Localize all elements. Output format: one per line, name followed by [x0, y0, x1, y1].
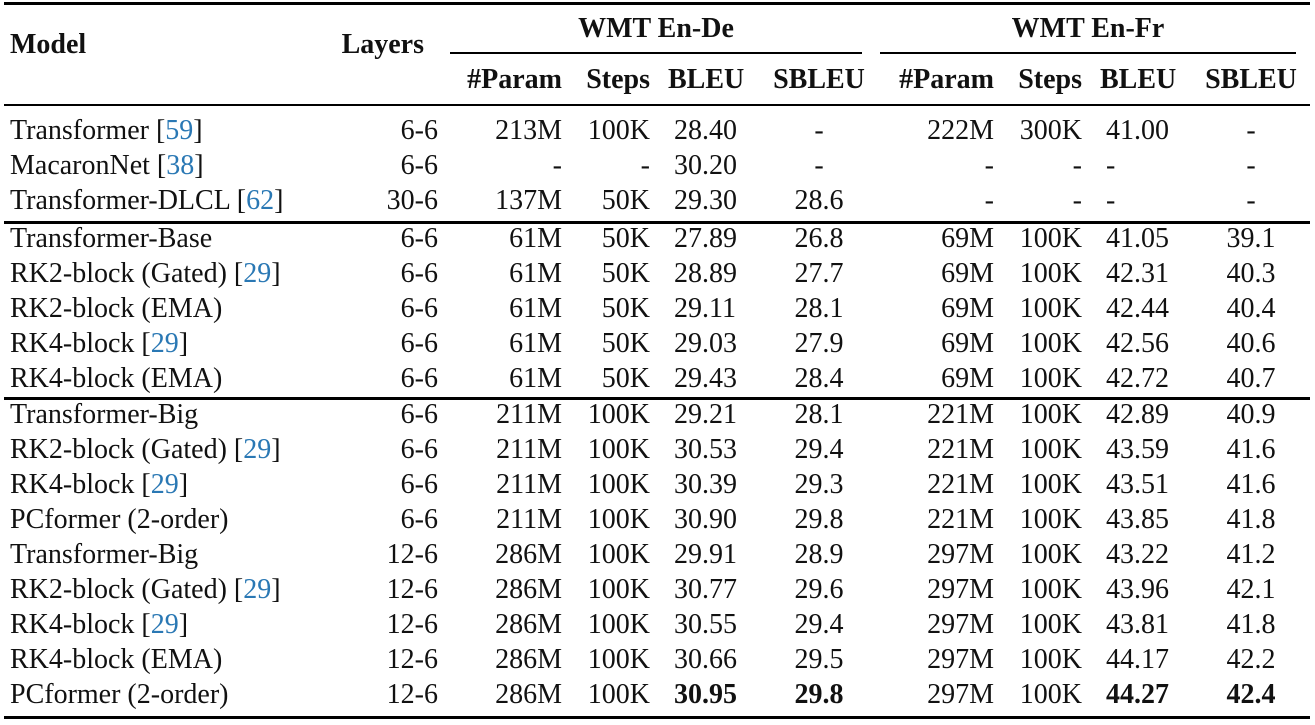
top-rule: [4, 2, 1310, 5]
model-name: RK2-block (Gated) [: [10, 258, 244, 289]
cell-de-param: 211M: [496, 399, 562, 430]
cell-layers: 6-6: [400, 363, 438, 394]
cell-fr-param: 69M: [941, 293, 994, 324]
cell-de-steps: 50K: [601, 223, 650, 254]
cell-layers: 6-6: [400, 115, 438, 146]
cell-fr-bleu: 44.17: [1106, 644, 1169, 675]
cell-fr-param: 297M: [927, 539, 994, 570]
cell-fr-sbleu: 40.7: [1226, 363, 1276, 394]
cell-fr-param: 69M: [941, 258, 994, 289]
cell-de-bleu: 30.90: [674, 504, 737, 535]
model-name-cell: [10, 149, 204, 183]
cell-fr-steps: 100K: [1019, 363, 1082, 394]
cell-fr-steps: -: [1072, 185, 1082, 216]
cell-fr-steps: 100K: [1019, 539, 1082, 570]
cell-de-steps: 100K: [587, 679, 650, 710]
citation-bracket: ]: [178, 328, 189, 359]
cell-fr-bleu: 43.59: [1106, 434, 1169, 465]
cell-de-sbleu: 29.4: [794, 609, 844, 640]
cell-de-param: 61M: [509, 258, 562, 289]
bottom-rule: [4, 716, 1310, 719]
cell-fr-param: 297M: [927, 574, 994, 605]
cell-fr-steps: 100K: [1019, 679, 1082, 710]
cell-fr-param: 297M: [927, 679, 994, 710]
model-name: Transformer-Big: [10, 399, 199, 430]
cell-fr-steps: 100K: [1019, 328, 1082, 359]
cell-de-param: 286M: [495, 539, 562, 570]
cell-fr-bleu: 42.89: [1106, 399, 1169, 430]
cell-fr-param: -: [984, 150, 994, 181]
cell-fr-bleu: 42.72: [1106, 363, 1169, 394]
cell-de-sbleu: 28.6: [794, 185, 844, 216]
citation-link[interactable]: 29: [243, 434, 272, 465]
cell-fr-sbleu: 41.6: [1226, 434, 1276, 465]
cell-fr-param: 69M: [941, 328, 994, 359]
model-name-cell: [10, 573, 281, 607]
citation-bracket: ]: [271, 258, 281, 289]
model-name: RK4-block [: [10, 328, 151, 359]
citation-bracket: ]: [271, 574, 281, 605]
model-name-cell: [10, 398, 198, 432]
cell-de-sbleu: 29.3: [794, 469, 844, 500]
cell-fr-steps: 100K: [1019, 434, 1082, 465]
group-header-wmt-en-fr: WMT En-Fr: [1011, 13, 1165, 44]
citation-bracket: ]: [193, 115, 203, 146]
cell-de-bleu: 30.66: [674, 644, 737, 675]
cell-fr-steps: 100K: [1019, 399, 1082, 430]
cell-de-bleu: 28.40: [674, 115, 737, 146]
group-rule-en-de: [450, 52, 862, 54]
cell-fr-bleu: 41.00: [1106, 115, 1169, 146]
cell-layers: 6-6: [400, 293, 438, 324]
cell-fr-bleu: 43.81: [1106, 609, 1169, 640]
header-fr-sbleu: SBLEU: [1205, 64, 1297, 95]
model-name: RK2-block (Gated) [: [10, 574, 244, 605]
model-name-cell: [10, 433, 281, 467]
header-layers: Layers: [341, 29, 424, 60]
cell-de-sbleu: 27.7: [794, 258, 844, 289]
model-name-cell: [10, 468, 188, 502]
cell-de-steps: 100K: [587, 609, 650, 640]
citation-link[interactable]: 29: [150, 609, 179, 640]
cell-fr-bleu: 44.27: [1106, 679, 1169, 710]
cell-fr-bleu: 41.05: [1106, 223, 1169, 254]
cell-de-steps: 50K: [601, 293, 650, 324]
cell-fr-sbleu: 41.6: [1226, 469, 1276, 500]
model-name: PCformer (2-order): [10, 679, 229, 710]
cell-de-steps: 100K: [587, 115, 650, 146]
model-name-cell: [10, 362, 222, 396]
cell-fr-sbleu: 41.2: [1226, 539, 1276, 570]
cell-fr-param: 221M: [927, 469, 994, 500]
cell-de-sbleu: 28.1: [794, 399, 844, 430]
model-name: RK4-block [: [10, 469, 151, 500]
model-name: RK4-block (EMA): [10, 363, 223, 394]
cell-fr-sbleu: 42.4: [1226, 679, 1276, 710]
citation-bracket: ]: [194, 150, 204, 181]
citation-bracket: ]: [274, 185, 284, 216]
cell-de-param: 61M: [509, 223, 562, 254]
cell-de-param: 61M: [509, 363, 562, 394]
cell-de-sbleu: 29.5: [794, 644, 844, 675]
cell-de-bleu: 30.55: [674, 609, 737, 640]
cell-fr-steps: 100K: [1019, 644, 1082, 675]
cell-fr-steps: 300K: [1019, 115, 1082, 146]
citation-link[interactable]: 59: [165, 115, 194, 146]
cell-de-param: 213M: [495, 115, 562, 146]
cell-fr-param: 297M: [927, 644, 994, 675]
cell-de-param: 61M: [509, 293, 562, 324]
cell-fr-bleu: 43.96: [1106, 574, 1169, 605]
citation-link[interactable]: 29: [243, 574, 272, 605]
cell-de-steps: 50K: [601, 258, 650, 289]
model-name: MacaronNet [: [10, 150, 167, 181]
cell-fr-sbleu: 40.9: [1226, 399, 1276, 430]
model-name: Transformer-Big: [10, 539, 199, 570]
cell-fr-sbleu: 40.3: [1226, 258, 1276, 289]
model-name-cell: [10, 257, 281, 291]
cell-layers: 6-6: [400, 258, 438, 289]
cell-layers: 6-6: [400, 223, 438, 254]
cell-fr-steps: 100K: [1019, 258, 1082, 289]
cell-de-param: 211M: [496, 469, 562, 500]
cell-fr-param: -: [984, 185, 994, 216]
cell-de-steps: 50K: [601, 328, 650, 359]
cell-fr-steps: 100K: [1019, 574, 1082, 605]
cell-de-bleu: 30.95: [674, 679, 737, 710]
cell-de-param: 286M: [495, 644, 562, 675]
cell-fr-sbleu: 39.1: [1226, 223, 1276, 254]
cell-de-sbleu: 27.9: [794, 328, 844, 359]
cell-layers: 6-6: [400, 399, 438, 430]
cell-layers: 6-6: [400, 469, 438, 500]
model-name-cell: [10, 327, 188, 361]
model-name: Transformer [: [10, 115, 166, 146]
cell-de-steps: 100K: [587, 574, 650, 605]
cell-fr-sbleu: -: [1246, 115, 1256, 146]
citation-link[interactable]: 29: [150, 328, 179, 359]
cell-fr-param: 69M: [941, 363, 994, 394]
cell-fr-param: 221M: [927, 434, 994, 465]
cell-layers: 12-6: [386, 609, 438, 640]
cell-de-steps: -: [640, 150, 650, 181]
cell-de-bleu: 28.89: [674, 258, 737, 289]
cell-fr-bleu: 42.31: [1106, 258, 1169, 289]
citation-link[interactable]: 62: [246, 185, 275, 216]
cell-layers: 6-6: [400, 150, 438, 181]
cell-de-param: 211M: [496, 504, 562, 535]
cell-layers: 30-6: [386, 185, 438, 216]
cell-fr-param: 221M: [927, 399, 994, 430]
cell-fr-param: 221M: [927, 504, 994, 535]
cell-de-bleu: 30.53: [674, 434, 737, 465]
cell-fr-steps: 100K: [1019, 223, 1082, 254]
cell-de-param: 61M: [509, 328, 562, 359]
header-fr-param: #Param: [899, 64, 994, 95]
model-name-cell: [10, 114, 203, 148]
model-name: RK4-block (EMA): [10, 644, 223, 675]
cell-de-sbleu: 29.4: [794, 434, 844, 465]
cell-layers: 6-6: [400, 328, 438, 359]
header-fr-steps: Steps: [1018, 64, 1082, 95]
cell-de-bleu: 29.21: [674, 399, 737, 430]
cell-de-sbleu: 29.8: [794, 504, 844, 535]
model-name-cell: [10, 643, 222, 677]
cell-de-steps: 100K: [587, 434, 650, 465]
cell-de-steps: 100K: [587, 539, 650, 570]
cell-fr-param: 297M: [927, 609, 994, 640]
cell-fr-param: 222M: [927, 115, 994, 146]
model-name: Transformer-DLCL [: [10, 185, 247, 216]
header-de-steps: Steps: [586, 64, 650, 95]
cell-de-sbleu: 29.6: [794, 574, 844, 605]
group-rule-en-fr: [880, 52, 1296, 54]
header-model: Model: [10, 29, 87, 60]
cell-de-bleu: 30.77: [674, 574, 737, 605]
cell-de-param: 286M: [495, 574, 562, 605]
header-rule: [4, 104, 1310, 106]
cell-de-sbleu: 29.8: [794, 679, 844, 710]
cell-fr-sbleu: 41.8: [1226, 609, 1276, 640]
model-name-cell: [10, 608, 188, 642]
cell-fr-steps: 100K: [1019, 293, 1082, 324]
cell-de-param: -: [552, 150, 562, 181]
cell-layers: 6-6: [400, 434, 438, 465]
cell-de-sbleu: 28.4: [794, 363, 844, 394]
model-name-cell: [10, 292, 222, 326]
citation-bracket: ]: [178, 469, 189, 500]
cell-de-bleu: 27.89: [674, 223, 737, 254]
model-name-cell: [10, 222, 212, 256]
citation-link[interactable]: 29: [150, 469, 179, 500]
cell-layers: 12-6: [386, 644, 438, 675]
cell-fr-param: 69M: [941, 223, 994, 254]
cell-fr-bleu: -: [1106, 150, 1116, 181]
cell-fr-bleu: 43.51: [1106, 469, 1169, 500]
cell-de-bleu: 29.11: [674, 293, 736, 324]
cell-fr-sbleu: 40.6: [1226, 328, 1276, 359]
cell-de-bleu: 30.20: [674, 150, 737, 181]
model-name-cell: [10, 678, 228, 712]
cell-fr-steps: -: [1072, 150, 1082, 181]
citation-bracket: ]: [271, 434, 281, 465]
cell-layers: 6-6: [400, 504, 438, 535]
header-fr-bleu: BLEU: [1100, 64, 1177, 95]
cell-fr-steps: 100K: [1019, 469, 1082, 500]
model-name-cell: [10, 538, 198, 572]
cell-de-bleu: 29.43: [674, 363, 737, 394]
cell-de-sbleu: 28.9: [794, 539, 844, 570]
citation-bracket: ]: [178, 609, 189, 640]
cell-de-steps: 50K: [601, 185, 650, 216]
cell-de-steps: 100K: [587, 399, 650, 430]
model-name: Transformer-Base: [10, 223, 213, 254]
cell-fr-sbleu: 41.8: [1226, 504, 1276, 535]
model-name-cell: [10, 184, 283, 218]
cell-de-param: 211M: [496, 434, 562, 465]
cell-fr-sbleu: 42.2: [1226, 644, 1276, 675]
cell-fr-sbleu: 40.4: [1226, 293, 1276, 324]
model-name: PCformer (2-order): [10, 504, 229, 535]
cell-de-param: 137M: [495, 185, 562, 216]
cell-fr-steps: 100K: [1019, 504, 1082, 535]
citation-link[interactable]: 38: [166, 150, 195, 181]
cell-fr-bleu: 42.56: [1106, 328, 1169, 359]
cell-de-param: 286M: [495, 679, 562, 710]
citation-link[interactable]: 29: [243, 258, 272, 289]
header-de-bleu: BLEU: [668, 64, 745, 95]
cell-layers: 12-6: [386, 679, 438, 710]
cell-de-bleu: 30.39: [674, 469, 737, 500]
model-name-cell: [10, 503, 228, 537]
cell-de-bleu: 29.30: [674, 185, 737, 216]
cell-fr-bleu: 43.22: [1106, 539, 1169, 570]
cell-de-sbleu: -: [814, 115, 824, 146]
model-name: RK4-block [: [10, 609, 151, 640]
cell-fr-bleu: -: [1106, 185, 1116, 216]
cell-layers: 12-6: [386, 574, 438, 605]
cell-fr-sbleu: -: [1246, 185, 1256, 216]
model-name: RK2-block (Gated) [: [10, 434, 244, 465]
cell-de-param: 286M: [495, 609, 562, 640]
cell-fr-sbleu: 42.1: [1226, 574, 1276, 605]
cell-de-steps: 50K: [601, 363, 650, 394]
cell-fr-sbleu: -: [1246, 150, 1256, 181]
cell-de-sbleu: -: [814, 150, 824, 181]
header-de-param: #Param: [467, 64, 562, 95]
cell-de-steps: 100K: [587, 504, 650, 535]
cell-fr-bleu: 43.85: [1106, 504, 1169, 535]
model-name: RK2-block (EMA): [10, 293, 223, 324]
header-de-sbleu: SBLEU: [773, 64, 865, 95]
cell-de-sbleu: 26.8: [794, 223, 844, 254]
cell-de-bleu: 29.91: [674, 539, 737, 570]
cell-de-bleu: 29.03: [674, 328, 737, 359]
cell-de-sbleu: 28.1: [794, 293, 844, 324]
cell-fr-steps: 100K: [1019, 609, 1082, 640]
cell-fr-bleu: 42.44: [1106, 293, 1169, 324]
cell-de-steps: 100K: [587, 469, 650, 500]
cell-layers: 12-6: [386, 539, 438, 570]
group-header-wmt-en-de: WMT En-De: [578, 13, 734, 44]
cell-de-steps: 100K: [587, 644, 650, 675]
